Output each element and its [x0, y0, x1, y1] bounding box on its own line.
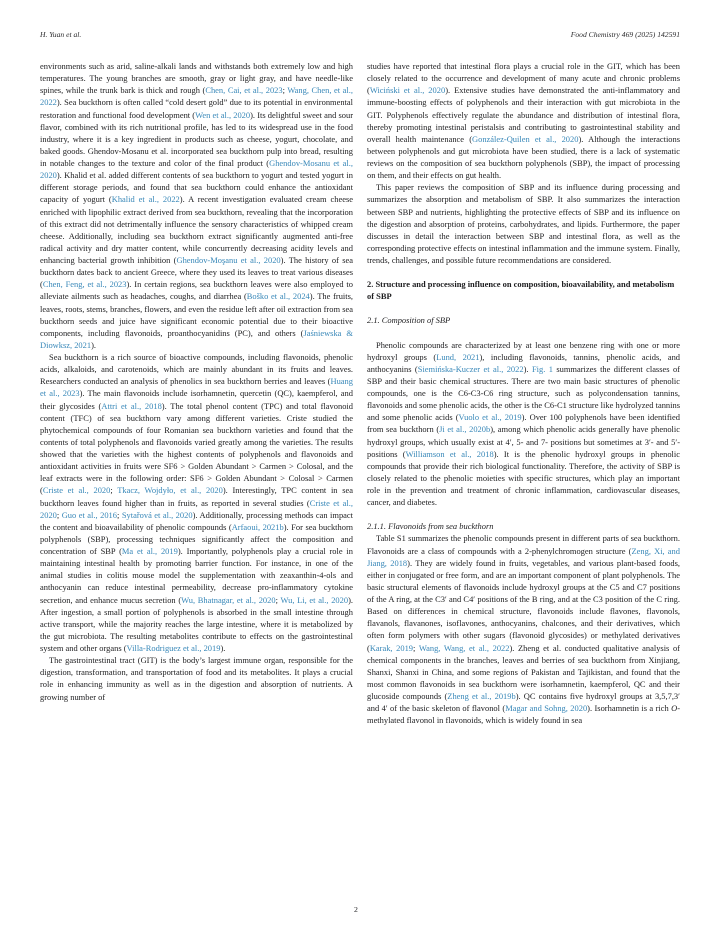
text-run: ). Sea buckthorn is often called “cold desert gold” due to its potential in environmental restoration and functional food development (: [40, 97, 353, 120]
text-run: ;: [413, 642, 419, 653]
text-run: ). Its delightful sweet and sour flavor, combined with its rich nutritional profile, has led to its widespread use in the food industry, where it is a key ingredient in products such as cheese, yogurt, chocolate, and baked goods. Ghendov-Mosanu et al. incorporated sea buckthorn pulp into bread, resulting in notable changes to the texture and color of the final product (: [40, 109, 353, 168]
paragraph: [367, 181, 680, 266]
citation-link[interactable]: Chen, Feng, et al., 2023: [42, 279, 127, 290]
text-run: This paper reviews the composition of SBP and its influence during processing and summarizes the absorption and metabolism of SBP. It also summarizes the interaction between SBP and nutrients, highlighting the protective effects of SBP and its influence on the digestion and absorption of proteins, carbohydrates, and lipids. Furthermore, the paper discusses in detail the interaction between SBP and intestinal flora, as well as the corresponding protective effects on intestinal inflammation and the immune system. Finally, trends, challenges, and possible future recommendations are considered.: [367, 182, 680, 265]
running-journal-title: Food Chemistry 469 (2025) 142591: [570, 30, 680, 39]
text-run: ). After ingestion, a small portion of polyphenols is absorbed in the small intestine through active transport, while the majority reaches the large intestine, where it is metabolized by the gut microbiota. The resulting metabolites contribute to effects on the gastrointestinal system and other organs (: [40, 594, 353, 653]
text-run: ). Isorhamnetin is a rich: [587, 703, 672, 714]
page-number: 2: [354, 905, 358, 914]
citation-link[interactable]: Wu, Bhatnagar, et al., 2020: [181, 594, 276, 605]
text-run: Table S1 summarizes the phenolic compounds present in different parts of sea buckthorn. Flavonoids are a class of compounds with a 2-phenylchromogen structure (: [367, 533, 680, 556]
text-run: ). The main flavonoids include isorhamnetin, quercetin (QC), kaempferol, and their glycosides (: [40, 388, 353, 411]
citation-link[interactable]: Ghendov-Mosanu et al., 2020: [40, 158, 353, 181]
text-run: studies have reported that intestinal flora plays a crucial role in the GIT, which has been closely related to the occurrence and development of many acute and chronic problems (: [367, 61, 680, 96]
citation-link[interactable]: Siemińska-Kuczer et al., 2022: [417, 363, 524, 374]
text-run: The gastrointestinal tract (GIT) is the body’s largest immune organ, responsible for the digestion, transformation, and transportation of food and its metabolites. It plays a crucial role in enhancing immunity as well as in the digestion and absorption of nutrients. A growing number of: [40, 655, 353, 702]
text-run: ). A recent investigation evaluated cream cheese enriched with lipophilic extract derived from sea buckthorn, revealing that the incorporation of this extract did not detrimentally influence the sensory characteristics of whipped cream cheese. Additionally, including sea buckthorn extract significantly augmented anti-free radical activity and dry matter content, while concurrently decreasing acidity levels and enhancing bacterial growth inhibition (: [40, 194, 353, 265]
text-run: ), including flavonoids, tannins, phenolic acids, and anthocyanins (: [367, 351, 681, 374]
citation-link[interactable]: Zeng, Xi, and Jiang, 2018: [367, 545, 680, 568]
text-run: ).: [220, 643, 226, 653]
text-run: ). The total phenol content (TPC) and total flavonoid content (TFC) of sea buckthorn vary among different varieties. Criste studied the phytochemical compounds of four Romanian sea buckthorn varieties and found that the contents of total polyphenols and flavonoids varied greatly among the varieties. The results showed that the varieties with the highest contents of polyphenols and flavonoids and antioxidant activities in fruits were SF6 > Golden Abundant > Carmen > Colosal, and the leaf extracts were in the following order: SF6 > Golden Abundant > Colosal > Carmen (: [40, 400, 353, 496]
citation-link[interactable]: Zheng et al., 2019b: [447, 691, 516, 701]
text-run: ), among which phenolic acids generally have phenolic hydroxyl groups, which usually exist at 4′, 5- and 7- positions but sometimes at 3′- and 5′- positions (: [367, 424, 680, 459]
text-run: ). Zheng et al. conducted qualitative analysis of chemical components in the branches, leaves and berries of sea buckthorn from Xinjiang, Shanxi, Shanxi in China, and some regions of Pakistan and Tajikistan, and found that the most common flavonoids in sea buckthorn were isorhamnetin, kaempferol, QC and their glucoside compounds (: [367, 642, 680, 701]
text-run: ;: [110, 485, 118, 496]
text-run: ;: [282, 85, 288, 96]
text-run: environments such as arid, saline-alkali lands and withstands both extremely low and high temperatures. The young branches are smooth, gray or light gray, and have needle-like spines, while the trunk bark is thick and rough (: [40, 61, 353, 96]
citation-link[interactable]: Ma et al., 2019: [121, 546, 178, 556]
text-run: ). QC contains five hydroxyl groups at 3,5,7,3′ and 4′ of the basic skeleton of flavonol (: [367, 691, 680, 714]
citation-link[interactable]: Williamson et al., 2018: [405, 448, 494, 459]
running-author: H. Yuan et al.: [40, 30, 82, 39]
paragraph: [40, 60, 353, 351]
text-run: ;: [116, 509, 122, 520]
right-column: [367, 60, 680, 726]
paragraph: [40, 654, 353, 703]
subsection-heading: [367, 314, 680, 326]
citation-link[interactable]: Wen et al., 2020: [195, 109, 251, 120]
citation-link[interactable]: Wu, Li, et al., 2020: [280, 594, 349, 605]
text-run: 2.1.1. Flavonoids from sea buckthorn: [367, 521, 494, 532]
citation-link[interactable]: Sytařová et al., 2020: [121, 509, 193, 520]
text-run: ;: [275, 594, 281, 605]
paragraph: [367, 60, 680, 181]
section-heading: [367, 278, 680, 302]
text-run: 2. Structure and processing influence on composition, bioavailability, and metabolism of SBP: [367, 279, 675, 302]
text-run: ). They are widely found in fruits, vegetables, and various plant-based foods, either in conjugated or free form, and are an important component of plant polyphenols. The basic structural elements of flavonoids include hydroxyl groups at the C5 and C7 positions of the A ring, at the C3′ and C4′ positions of the B ring, and at the C3 position of the C ring. Based on differences in chemical structure, flavonoids include flavones, flavonols, flavanols, flavanones, isoflavones, anthocyanins, chalcones, and their derivatives, which often form polymers with other sugars (flavonoid glycosides) or methylated derivatives (: [367, 557, 681, 653]
text-run: ). The history of sea buckthorn dates back to ancient Greece, where they used its leaves to treat various diseases (: [40, 255, 354, 290]
citation-link[interactable]: Guo et al., 2016: [61, 509, 117, 520]
text-run: ). Interestingly, TPC content in sea buckthorn leaves found higher than in fruits, as reported in several studies (: [40, 485, 354, 508]
citation-link[interactable]: Wiciński et al., 2020: [369, 85, 446, 96]
citation-link[interactable]: Tkacz, Wojdyło, et al., 2020: [117, 485, 223, 496]
text-run: O: [671, 703, 678, 714]
text-run: ). For sea buckthorn polyphenols (SBP), processing techniques significantly affect the composition and concentration of SBP (: [40, 521, 353, 556]
citation-link[interactable]: Attri et al., 2018: [101, 400, 162, 411]
paragraph: [367, 532, 680, 726]
text-run: ). It is the phenolic hydroxyl groups in phenolic compounds that provide their rich biological functionality. Therefore, the activity of SBP is closely related to the phenolic moieties with specific structures, which play an important role in the prevention and treatment of chronic inflammation, cardiovascular diseases, cancer, and diabetes.: [367, 448, 680, 508]
citation-link[interactable]: Vuolo et al., 2019: [458, 412, 522, 423]
citation-link[interactable]: Ghendov-Moşanu et al., 2020: [176, 255, 281, 265]
running-header: [40, 30, 680, 39]
paragraph: [40, 351, 353, 654]
text-run: ).: [91, 339, 97, 350]
citation-link[interactable]: Villa-Rodriguez et al., 2019: [126, 643, 221, 653]
citation-link[interactable]: Huang et al., 2023: [40, 376, 353, 399]
paragraph: [367, 339, 680, 509]
text-run: ).: [523, 363, 532, 374]
two-column-body: [40, 60, 680, 726]
citation-link[interactable]: Criste et al., 2020: [40, 497, 353, 520]
text-run: ;: [56, 509, 62, 520]
citation-link[interactable]: Lund, 2021: [436, 351, 480, 362]
citation-link[interactable]: Criste et al., 2020: [42, 485, 111, 496]
citation-link[interactable]: González-Quilen et al., 2020: [472, 133, 579, 144]
text-run: summarizes the different classes of SBP and their basic chemical structures. There are two main basic structures of phenolic compounds, one is the C6-C3-C6 ring structure, such as polycondensation tannins, flavonoids and some phenolic acids, the other is the C6-C1 structure like hydrolyzed tannins and some phenolic acids (: [367, 363, 680, 423]
citation-link[interactable]: Ji et al., 2020b: [439, 424, 491, 435]
text-run: ). Importantly, polyphenols play a crucial role in maintaining intestinal health by promoting barrier function. For instance, in one of the animal studies in colitis mouse model the supplementation with zeaxanthin-4-ols and anthocyanin can reduce intestinal permeability, decrease pro-inflammatory cytokine secretion, and enhance mucus secretion (: [40, 546, 353, 605]
citation-link[interactable]: Karak, 2019: [369, 642, 414, 653]
left-column: [40, 60, 353, 726]
text-run: ). Khalid et al. added different contents of sea buckthorn to yogurt and tested yogurt in different storage periods, and found that sea buckthorn could enhance the antioxidant capacity of yogurt (: [40, 170, 353, 205]
page-footer: [0, 905, 712, 914]
citation-link[interactable]: Fig. 1: [531, 363, 553, 374]
subsection-heading: [367, 520, 680, 532]
text-run: ). The fruits, leaves, roots, stems, branches, flowers, and even the residue left after oil extraction from sea buckthorn seeds and juice have significant economic potential due to their bioactive components, including flavonoids, proanthocyanidins (PC), and others (: [40, 291, 353, 338]
text-run: ). Extensive studies have demonstrated the anti-inflammatory and immune-boosting effects of polyphenols and their interaction with gut microbiota in the GIT. Polyphenols effectively regulate the abundance and distribution of intestinal flora, thereby promoting intestinal peristalsis and contributing to gastrointestinal stability and overall health maintenance (: [367, 85, 680, 144]
citation-link[interactable]: Arfaoui, 2021b: [231, 521, 284, 532]
citation-link[interactable]: Jaśniewska & Diowksz, 2021: [40, 327, 353, 350]
citation-link[interactable]: Magar and Sohng, 2020: [505, 703, 588, 714]
text-run: Phenolic compounds are characterized by at least one benzene ring with one or more hydroxyl groups (: [367, 339, 680, 362]
text-run: ). In certain regions, sea buckthorn leaves were also employed to alleviate ailments such as headaches, coughs, and diarrhea (: [40, 279, 353, 302]
text-run: ). Over 100 polyphenols have been identified from sea buckthorn (: [367, 412, 680, 435]
text-run: -methylated flavonol in flavonoids, which is widely found in sea: [367, 703, 681, 726]
citation-link[interactable]: Khalid et al., 2022: [111, 194, 180, 205]
text-run: Sea buckthorn is a rich source of bioactive compounds, including flavonoids, phenolic acids, alkaloids, and carotenoids, which are mainly abundant in its fruits and leaves. Researchers conducted an analysis of phenolics in sea buckthorn berries and leaves (: [40, 352, 353, 387]
citation-link[interactable]: Wang, Chen, et al., 2022: [40, 85, 353, 108]
citation-link[interactable]: Chen, Cai, et al., 2023: [205, 85, 283, 96]
text-run: ). Although the interactions between polyphenols and gut microbiota have been studied, there is a lack of systematic reviews on the composition of sea buckthorn polyphenols (SBP), the impact of processing on them, and their effects on gut health.: [367, 133, 681, 181]
citation-link[interactable]: Wang, Wang, et al., 2022: [418, 642, 510, 653]
text-run: 2.1. Composition of SBP: [367, 315, 451, 326]
citation-link[interactable]: Boško et al., 2024: [246, 291, 310, 302]
text-run: ). Additionally, processing methods can impact the content and bioavailability of phenolic compounds (: [40, 509, 354, 532]
